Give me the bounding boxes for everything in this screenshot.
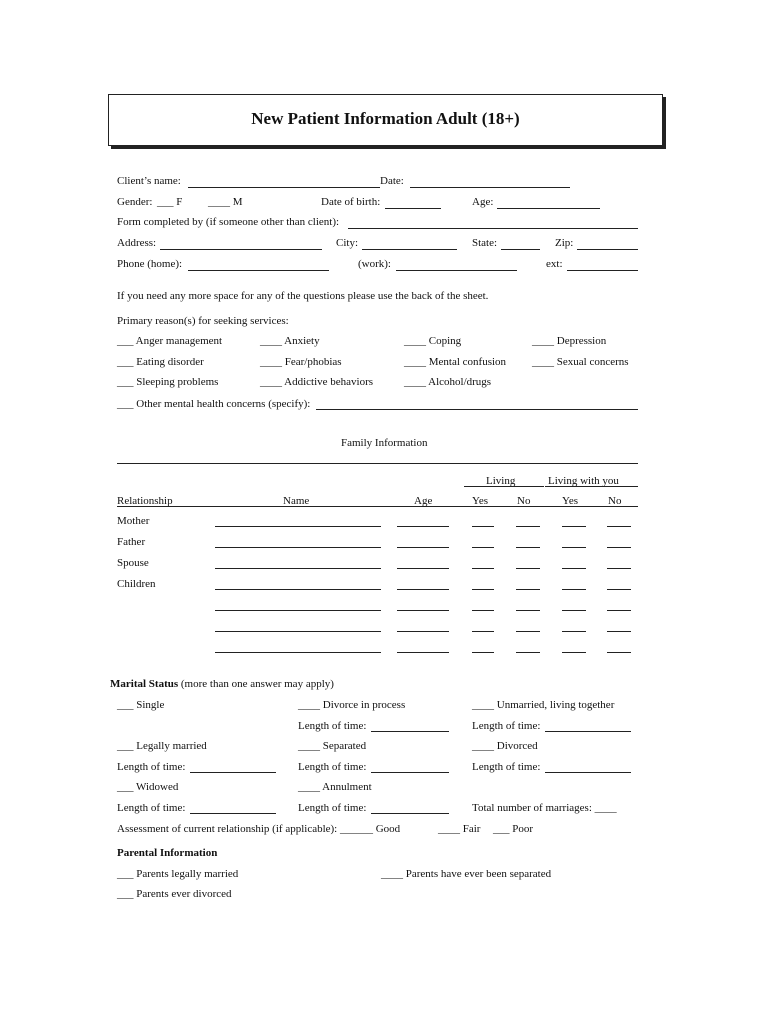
completed-by-label: Form completed by (if someone other than client): <box>117 216 340 228</box>
ext-label: ext: <box>546 258 563 270</box>
family-living-with-no-field[interactable] <box>607 589 631 590</box>
gender-f-option[interactable]: ___ F <box>157 196 183 208</box>
state-field[interactable] <box>501 249 540 250</box>
marital-divorced[interactable]: ____ Divorced <box>472 740 538 752</box>
gender-label: Gender: <box>117 196 153 208</box>
family-relationship-label: Mother <box>117 515 150 527</box>
family-name-field[interactable] <box>215 652 381 653</box>
family-living-no-field[interactable] <box>516 568 540 569</box>
reason-alcohol[interactable]: ____ Alcohol/drugs <box>404 376 492 388</box>
reason-sexual[interactable]: ____ Sexual concerns <box>532 356 629 368</box>
col-living-yes: Yes <box>472 495 489 507</box>
marital-annulment[interactable]: ____ Annulment <box>298 781 372 793</box>
family-age-field[interactable] <box>397 547 449 548</box>
family-relationship-label: Children <box>117 578 156 590</box>
family-living-with-no-field[interactable] <box>607 631 631 632</box>
family-living-no-field[interactable] <box>516 547 540 548</box>
family-living-with-yes-field[interactable] <box>562 547 586 548</box>
client-name-label: Client’s name: <box>117 175 181 187</box>
col-living-with-no: No <box>608 495 622 507</box>
zip-field[interactable] <box>577 249 638 250</box>
assessment-fair[interactable]: ____ Fair <box>438 823 481 835</box>
family-header-rule <box>117 506 638 507</box>
family-living-with-no-field[interactable] <box>607 547 631 548</box>
family-living-with-no-field[interactable] <box>607 568 631 569</box>
living-heading: Living <box>486 475 516 487</box>
family-living-with-yes-field[interactable] <box>562 568 586 569</box>
family-name-field[interactable] <box>215 568 381 569</box>
col-name: Name <box>283 495 310 507</box>
parents-ever-separated[interactable]: ____ Parents have ever been separated <box>381 868 552 880</box>
family-living-no-field[interactable] <box>516 589 540 590</box>
divorced-length-field[interactable] <box>545 772 631 773</box>
family-living-with-yes-field[interactable] <box>562 652 586 653</box>
family-age-field[interactable] <box>397 589 449 590</box>
reason-eating[interactable]: ___ Eating disorder <box>117 356 204 368</box>
marital-unmarried-together[interactable]: ____ Unmarried, living together <box>472 699 615 711</box>
marital-heading <box>110 677 334 691</box>
divorce-process-length-label: Length of time: <box>298 720 367 732</box>
widowed-length-label: Length of time: <box>117 802 186 814</box>
reason-anger[interactable]: ___ Anger management <box>117 335 223 347</box>
parents-legally-married[interactable]: ___ Parents legally married <box>117 868 239 880</box>
family-living-yes-field[interactable] <box>472 589 494 590</box>
city-field[interactable] <box>362 249 457 250</box>
marital-widowed[interactable]: ___ Widowed <box>117 781 179 793</box>
reason-other-label: ___ Other mental health concerns (specify): <box>117 398 311 410</box>
reason-coping[interactable]: ____ Coping <box>404 335 462 347</box>
col-living-no: No <box>517 495 531 507</box>
married-length-label: Length of time: <box>117 761 186 773</box>
family-divider <box>117 463 638 464</box>
family-name-field[interactable] <box>215 610 381 611</box>
family-age-field[interactable] <box>397 610 449 611</box>
date-label: Date: <box>380 175 404 187</box>
phone-work-label: (work): <box>358 258 391 270</box>
family-name-field[interactable] <box>215 631 381 632</box>
col-relationship: Relationship <box>117 495 173 507</box>
marital-heading-title: Marital Status <box>110 678 179 690</box>
title-box <box>108 94 663 146</box>
address-field[interactable] <box>160 249 322 250</box>
phone-home-field[interactable] <box>188 270 329 271</box>
total-marriages[interactable]: Total number of marriages: ____ <box>472 802 617 814</box>
reason-other-field[interactable] <box>316 409 638 410</box>
family-living-with-yes-field[interactable] <box>562 610 586 611</box>
extra-space-note: If you need any more space for any of the questions please use the back of the sheet. <box>117 290 489 302</box>
family-living-with-yes-field[interactable] <box>562 526 586 527</box>
family-living-yes-field[interactable] <box>472 526 494 527</box>
family-living-no-field[interactable] <box>516 652 540 653</box>
unmarried-length-field[interactable] <box>545 731 631 732</box>
family-living-yes-field[interactable] <box>472 547 494 548</box>
family-living-with-yes-field[interactable] <box>562 589 586 590</box>
zip-label: Zip: <box>555 237 574 249</box>
reason-addictive[interactable]: ____ Addictive behaviors <box>260 376 374 388</box>
family-name-field[interactable] <box>215 526 381 527</box>
col-living-with-yes: Yes <box>562 495 579 507</box>
family-living-with-no-field[interactable] <box>607 610 631 611</box>
annulment-length-field[interactable] <box>371 813 449 814</box>
reasons-heading: Primary reason(s) for seeking services: <box>117 315 289 327</box>
age-field[interactable] <box>497 208 600 209</box>
marital-single[interactable]: ___ Single <box>117 699 165 711</box>
family-age-field[interactable] <box>397 631 449 632</box>
assessment-poor[interactable]: ___ Poor <box>493 823 534 835</box>
col-age: Age <box>414 495 433 507</box>
date-field[interactable] <box>410 187 570 188</box>
family-living-with-yes-field[interactable] <box>562 631 586 632</box>
family-heading: Family Information <box>341 437 428 449</box>
assessment-good[interactable]: Assessment of current relationship (if applicable): ______ Good <box>117 823 401 835</box>
marital-separated[interactable]: ____ Separated <box>298 740 367 752</box>
family-living-no-field[interactable] <box>516 526 540 527</box>
divorced-length-label: Length of time: <box>472 761 541 773</box>
family-living-no-field[interactable] <box>516 610 540 611</box>
reason-anxiety[interactable]: ____ Anxiety <box>260 335 320 347</box>
gender-m-option[interactable]: ____ M <box>208 196 243 208</box>
family-living-yes-field[interactable] <box>472 610 494 611</box>
city-label: City: <box>336 237 359 249</box>
family-age-field[interactable] <box>397 526 449 527</box>
marital-divorce-in-process[interactable]: ____ Divorce in process <box>298 699 406 711</box>
marital-legally-married[interactable]: ___ Legally married <box>117 740 207 752</box>
ext-field[interactable] <box>567 270 638 271</box>
family-living-yes-field[interactable] <box>472 568 494 569</box>
reason-depression[interactable]: ____ Depression <box>532 335 607 347</box>
family-living-with-no-field[interactable] <box>607 652 631 653</box>
separated-length-label: Length of time: <box>298 761 367 773</box>
address-label: Address: <box>117 237 157 249</box>
annulment-length-label: Length of time: <box>298 802 367 814</box>
marital-heading-note: (more than one answer may apply) <box>178 678 334 690</box>
dob-label: Date of birth: <box>321 196 381 208</box>
married-length-field[interactable] <box>190 772 276 773</box>
family-age-field[interactable] <box>397 652 449 653</box>
unmarried-length-label: Length of time: <box>472 720 541 732</box>
age-label: Age: <box>472 196 494 208</box>
family-relationship-label: Father <box>117 536 146 548</box>
family-name-field[interactable] <box>215 589 381 590</box>
family-living-yes-field[interactable] <box>472 652 494 653</box>
family-living-yes-field[interactable] <box>472 631 494 632</box>
completed-by-field[interactable] <box>348 228 638 229</box>
living-underline <box>464 486 544 487</box>
family-living-with-no-field[interactable] <box>607 526 631 527</box>
reason-confusion[interactable]: ____ Mental confusion <box>404 356 507 368</box>
phone-home-label: Phone (home): <box>117 258 183 270</box>
living-with-you-heading: Living with you <box>548 475 619 487</box>
reason-fear[interactable]: ____ Fear/phobias <box>260 356 342 368</box>
divorce-process-length-field[interactable] <box>371 731 449 732</box>
family-relationship-label: Spouse <box>117 557 149 569</box>
family-living-no-field[interactable] <box>516 631 540 632</box>
parents-ever-divorced[interactable]: ___ Parents ever divorced <box>117 888 232 900</box>
parental-heading: Parental Information <box>117 847 218 859</box>
family-age-field[interactable] <box>397 568 449 569</box>
reason-sleeping[interactable]: ___ Sleeping problems <box>117 376 219 388</box>
dob-field[interactable] <box>385 208 441 209</box>
state-label: State: <box>472 237 498 249</box>
client-name-field[interactable] <box>188 187 380 188</box>
family-name-field[interactable] <box>215 547 381 548</box>
page-title: New Patient Information Adult (18+) <box>251 109 520 128</box>
phone-work-field[interactable] <box>396 270 517 271</box>
living-with-you-underline <box>545 486 638 487</box>
widowed-length-field[interactable] <box>190 813 276 814</box>
separated-length-field[interactable] <box>371 772 449 773</box>
